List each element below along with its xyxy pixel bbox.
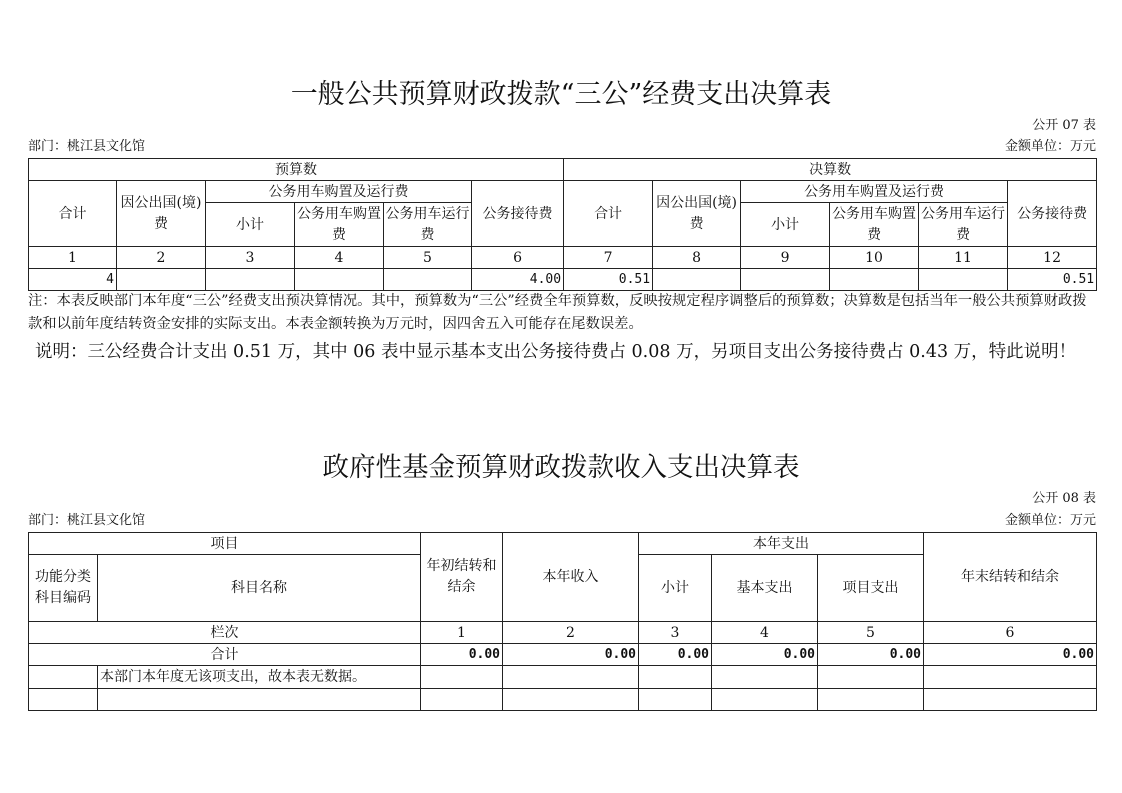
column-number: 12 bbox=[1008, 247, 1097, 269]
column-number: 7 bbox=[564, 247, 653, 269]
empty-cell bbox=[818, 666, 924, 689]
subject-name-header: 科目名称 bbox=[98, 555, 421, 622]
column-number: 1 bbox=[421, 622, 503, 644]
budget-vehicle-operation-header: 公务用车运行费 bbox=[384, 203, 472, 247]
column-index-label: 栏次 bbox=[29, 622, 421, 644]
budget-group-header: 预算数 bbox=[29, 159, 564, 181]
table07-title: 一般公共预算财政拨款“三公”经费支出决算表 bbox=[290, 79, 832, 110]
table08-department: 部门：桃江县文化馆 bbox=[28, 513, 146, 528]
table07-department: 部门：桃江县文化馆 bbox=[28, 139, 146, 154]
empty-cell bbox=[98, 689, 421, 711]
table-row-empty bbox=[29, 689, 1097, 711]
final-vehicle-header: 公务用车购置及运行费 bbox=[741, 181, 1008, 203]
empty-cell bbox=[818, 689, 924, 711]
column-number: 9 bbox=[741, 247, 830, 269]
final-vehicle-purchase-value bbox=[830, 269, 919, 291]
final-group-header: 决算数 bbox=[564, 159, 1097, 181]
budget-abroad-value bbox=[117, 269, 206, 291]
table07-unit: 金额单位：万元 bbox=[1004, 139, 1096, 154]
column-number: 11 bbox=[919, 247, 1008, 269]
empty-cell bbox=[421, 666, 503, 689]
final-abroad-header: 因公出国(境)费 bbox=[653, 181, 741, 247]
column-header-row bbox=[29, 181, 1097, 203]
empty-cell bbox=[421, 689, 503, 711]
exp-subtotal-header: 小计 bbox=[639, 555, 712, 622]
final-reception-header: 公务接待费 bbox=[1008, 181, 1097, 247]
income-header: 本年收入 bbox=[503, 533, 639, 622]
empty-cell bbox=[712, 689, 818, 711]
empty-cell bbox=[712, 666, 818, 689]
table07-explanation: 说明：三公经费合计支出 0.51 万，其中 06 表中显示基本支出公务接待费占 0.08 万，另项目支出公务接待费占 0.43 万，特此说明！ bbox=[35, 342, 1077, 362]
column-number: 4 bbox=[295, 247, 384, 269]
budget-reception-value: 4.00 bbox=[472, 269, 564, 291]
total-label: 合计 bbox=[29, 644, 421, 666]
table07-meta bbox=[28, 138, 1096, 156]
final-vehicle-subtotal-value bbox=[741, 269, 830, 291]
row-subject-name: 本部门本年度无该项支出，故本表无数据。 bbox=[98, 666, 421, 689]
final-vehicle-purchase-header: 公务用车购置费 bbox=[830, 203, 919, 247]
empty-cell bbox=[503, 666, 639, 689]
column-number: 5 bbox=[818, 622, 924, 644]
budget-vehicle-subtotal-header: 小计 bbox=[206, 203, 295, 247]
group-header-row bbox=[29, 159, 1097, 181]
final-abroad-value bbox=[653, 269, 741, 291]
final-reception-value: 0.51 bbox=[1008, 269, 1097, 291]
final-vehicle-operation-header: 公务用车运行费 bbox=[919, 203, 1008, 247]
column-number: 4 bbox=[712, 622, 818, 644]
exp-project-total: 0.00 bbox=[818, 644, 924, 666]
budget-total-value: 4 bbox=[29, 269, 117, 291]
total-row bbox=[29, 644, 1097, 666]
column-number: 3 bbox=[639, 622, 712, 644]
sangong-expense-table bbox=[28, 158, 1097, 291]
budget-vehicle-purchase-value bbox=[295, 269, 384, 291]
budget-vehicle-subtotal-value bbox=[206, 269, 295, 291]
budget-reception-header: 公务接待费 bbox=[472, 181, 564, 247]
column-number: 2 bbox=[503, 622, 639, 644]
column-number: 2 bbox=[117, 247, 206, 269]
header-row-1 bbox=[29, 533, 1097, 555]
final-vehicle-subtotal-header: 小计 bbox=[741, 203, 830, 247]
table07-note: 注：本表反映部门本年度“三公”经费支出预决算情况。其中，预算数为“三公”经费全年预算数，反映按规定程序调整后的预算数；决算数是包括当年一般公共预算财政拨款和以前年度结转资金安排的实际支出。本表金额转换为万元时，因四舍五入可能存在尾数误差。 bbox=[28, 293, 1087, 332]
item-header: 项目 bbox=[29, 533, 421, 555]
column-number: 10 bbox=[830, 247, 919, 269]
income-total: 0.00 bbox=[503, 644, 639, 666]
closing-balance-total: 0.00 bbox=[924, 644, 1097, 666]
budget-vehicle-operation-value bbox=[384, 269, 472, 291]
expenditure-header: 本年支出 bbox=[639, 533, 924, 555]
empty-cell bbox=[924, 666, 1097, 689]
column-number: 3 bbox=[206, 247, 295, 269]
closing-balance-header: 年末结转和结余 bbox=[924, 533, 1097, 622]
exp-subtotal-total: 0.00 bbox=[639, 644, 712, 666]
row-function-code bbox=[29, 666, 98, 689]
empty-cell bbox=[639, 666, 712, 689]
budget-vehicle-purchase-header: 公务用车购置费 bbox=[295, 203, 384, 247]
empty-cell bbox=[29, 689, 98, 711]
budget-total-header: 合计 bbox=[29, 181, 117, 247]
column-number: 6 bbox=[472, 247, 564, 269]
table08-title: 政府性基金预算财政拨款收入支出决算表 bbox=[322, 452, 800, 483]
column-number: 1 bbox=[29, 247, 117, 269]
column-index-row bbox=[29, 622, 1097, 644]
gov-fund-table bbox=[28, 532, 1097, 711]
budget-vehicle-header: 公务用车购置及运行费 bbox=[206, 181, 472, 203]
empty-cell bbox=[639, 689, 712, 711]
table08-meta bbox=[28, 512, 1096, 530]
values-row bbox=[29, 269, 1097, 291]
exp-project-header: 项目支出 bbox=[818, 555, 924, 622]
final-total-value: 0.51 bbox=[564, 269, 653, 291]
budget-abroad-header: 因公出国(境)费 bbox=[117, 181, 206, 247]
function-code-header: 功能分类科目编码 bbox=[29, 555, 98, 622]
column-number-row bbox=[29, 247, 1097, 269]
column-number: 5 bbox=[384, 247, 472, 269]
final-vehicle-operation-value bbox=[919, 269, 1008, 291]
opening-balance-header: 年初结转和结余 bbox=[421, 533, 503, 622]
table07-code: 公开 07 表 bbox=[1032, 118, 1096, 133]
table-row bbox=[29, 666, 1097, 689]
table08-code: 公开 08 表 bbox=[1032, 491, 1096, 506]
opening-balance-total: 0.00 bbox=[421, 644, 503, 666]
exp-basic-header: 基本支出 bbox=[712, 555, 818, 622]
table08-unit: 金额单位：万元 bbox=[1004, 513, 1096, 528]
column-number: 8 bbox=[653, 247, 741, 269]
exp-basic-total: 0.00 bbox=[712, 644, 818, 666]
empty-cell bbox=[503, 689, 639, 711]
empty-cell bbox=[924, 689, 1097, 711]
final-total-header: 合计 bbox=[564, 181, 653, 247]
column-number: 6 bbox=[924, 622, 1097, 644]
